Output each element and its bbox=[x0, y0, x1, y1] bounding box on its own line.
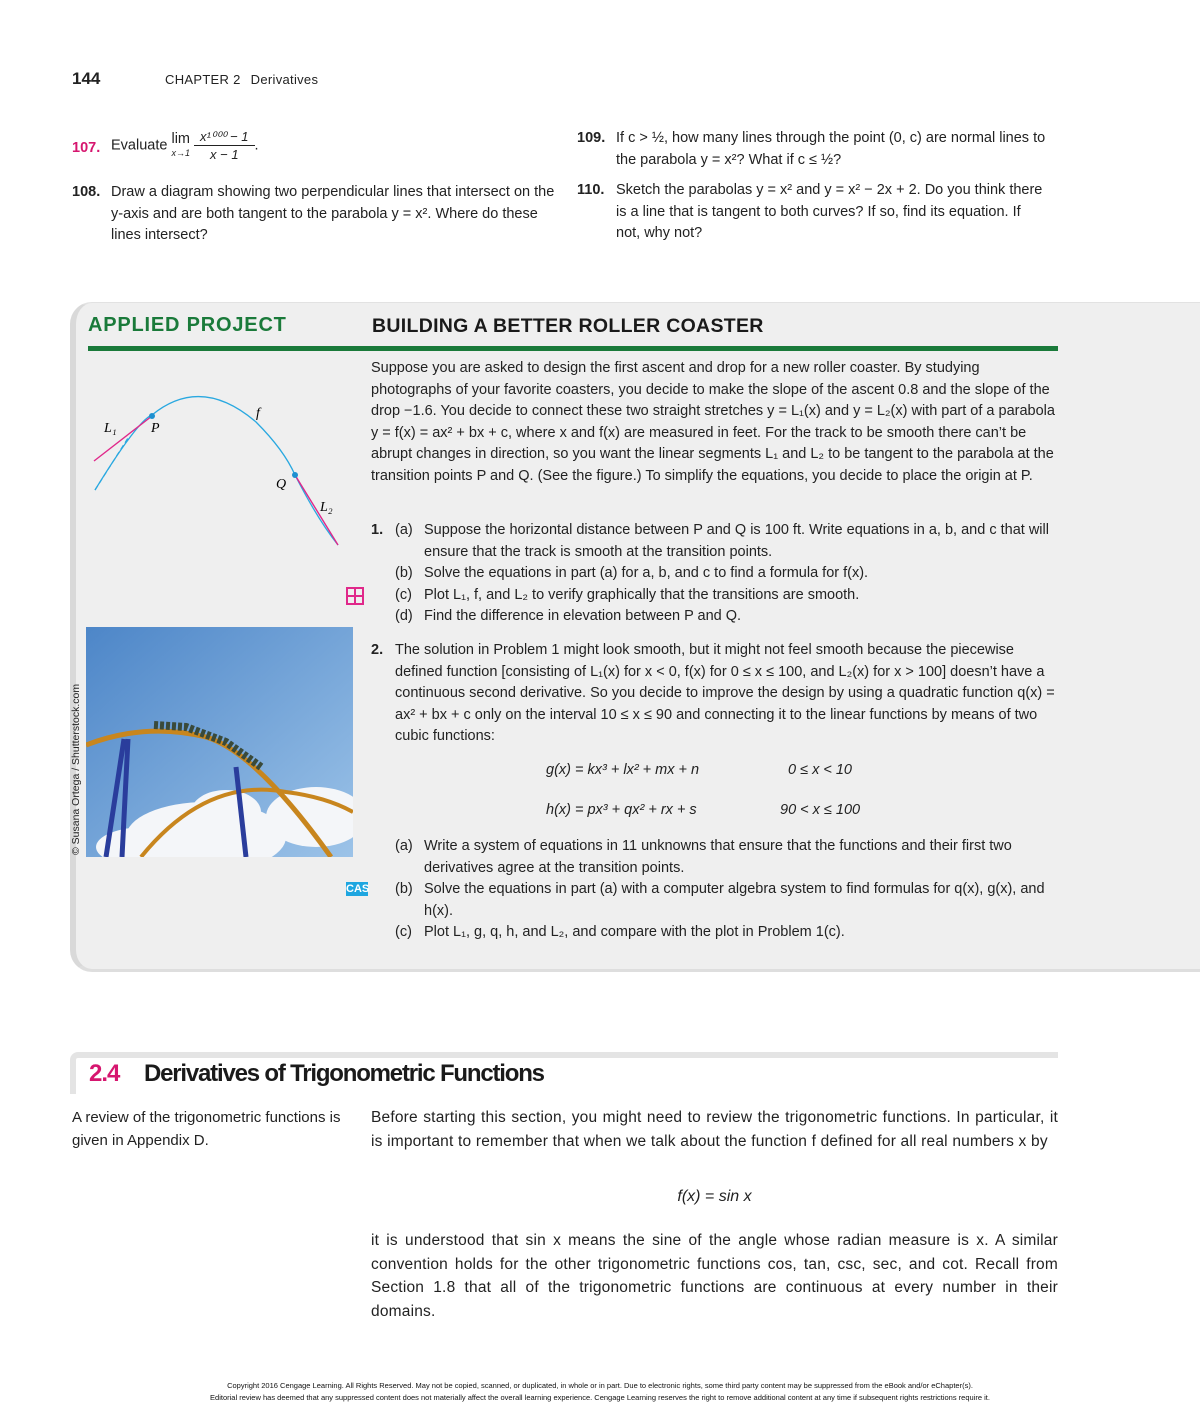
section-paragraph-1: Before starting this section, you might need to review the trigonometric functions. In particular, it is important to remember that when we talk about the function f defined for all real numbers x by bbox=[371, 1109, 1058, 1150]
project-title: BUILDING A BETTER ROLLER COASTER bbox=[372, 315, 764, 337]
limit-operator bbox=[171, 132, 190, 160]
exercise-number: 110. bbox=[577, 182, 605, 198]
exercise-number: 107. bbox=[72, 140, 101, 156]
point-P bbox=[149, 413, 155, 419]
part-text: Suppose the horizontal distance between P and Q is 100 ft. Write equations in a, b, and c that will ensure that the track is smooth at the transition points. bbox=[424, 522, 1049, 560]
project-rule bbox=[88, 346, 1058, 351]
part-text: Write a system of equations in 11 unknowns that ensure that the functions and their first two derivatives agree at the transition points. bbox=[424, 838, 1012, 876]
label-L2: L₂ bbox=[320, 500, 333, 515]
problem-part bbox=[371, 520, 1061, 563]
problem-1 bbox=[371, 520, 1061, 628]
page-number: 144 bbox=[72, 69, 101, 88]
exercise-109 bbox=[577, 128, 1047, 171]
exercise-text: If c > ½, how many lines through the point (0, c) are normal lines to the parabola y = x²? What if c ≤ ½? bbox=[616, 130, 1046, 168]
problem-part bbox=[371, 836, 1061, 879]
label-Q: Q bbox=[276, 477, 287, 492]
copyright-line-2: Editorial review has deemed that any suppressed content does not materially affect the overall learning experience. Cengage Learning reserves the right to remove additional content at any time if subsequent rights restrictions require it. bbox=[210, 1393, 990, 1402]
project-intro: Suppose you are asked to design the first ascent and drop for a new roller coaster. By studying photographs of your favorite coasters, you decide to make the slope of the ascent 0.8 and the slope of the drop −1.6. You decide to connect these two straight stretches y = L₁(x) and y = L₂(x) with part of a parabola y = f(x) = ax² + bx + c, where x and f(x) are measured in feet. For the track to be smooth there can’t be abrupt changes in direction, so you want the linear segments L₁ and L₂ to be tangent to the parabola at the transition points P and Q. (See the figure.) To simplify the equations, you decide to place the origin at P. bbox=[371, 360, 1055, 484]
part-label: (b) bbox=[395, 881, 413, 898]
part-label: (c) bbox=[395, 924, 412, 941]
photo-credit: © Susana Ortega / Shutterstock.com bbox=[70, 683, 82, 855]
problem-part bbox=[371, 585, 1061, 607]
equation-expr: h(x) = px³ + qx² + rx + s bbox=[546, 802, 697, 818]
part-text: Plot L₁, g, q, h, and L₂, and compare with the plot in Problem 1(c). bbox=[424, 924, 845, 941]
copyright-line-1: Copyright 2016 Cengage Learning. All Rights Reserved. May not be copied, scanned, or duplicated, in whole or in part. Due to electronic rights, some third party content may be suppressed from the eBook and/or eChapter(s). bbox=[227, 1381, 973, 1390]
part-label: (a) bbox=[395, 838, 413, 854]
equation-expr: g(x) = kx³ + lx² + mx + n bbox=[546, 762, 700, 778]
problem-2 bbox=[371, 640, 1061, 748]
part-text: Solve the equations in part (a) for a, b, and c to find a formula for f(x). bbox=[424, 565, 869, 582]
fraction bbox=[194, 128, 255, 163]
cas-icon: CAS bbox=[346, 883, 370, 895]
problem-part bbox=[371, 879, 1061, 922]
applied-project-label: APPLIED PROJECT bbox=[88, 314, 287, 336]
equation-domain: 0 ≤ x < 10 bbox=[788, 762, 852, 778]
roller-coaster-photo bbox=[86, 627, 353, 857]
exercise-110 bbox=[577, 180, 1047, 245]
part-text: Plot L₁, f, and L₂ to verify graphically that the transitions are smooth. bbox=[424, 586, 860, 603]
denominator: x − 1 bbox=[210, 147, 239, 162]
exercise-text: Draw a diagram showing two perpendicular lines that intersect on the y-axis and are both tangent to the parabola y = x². Where do these lines intersect? bbox=[111, 184, 555, 243]
formula bbox=[371, 1188, 1058, 1206]
point-Q bbox=[292, 472, 298, 478]
margin-note: A review of the trigonometric functions is given in Appendix D. bbox=[72, 1109, 341, 1149]
part-label: (b) bbox=[395, 565, 413, 582]
lim-label: lim bbox=[171, 130, 190, 147]
exercise-number: 109. bbox=[577, 130, 606, 146]
parabola-figure bbox=[88, 380, 348, 550]
chapter-label: CHAPTER 2 bbox=[165, 72, 241, 87]
part-text: Solve the equations in part (a) with a computer algebra system to find formulas for q(x), g(x), and h(x). bbox=[424, 881, 1045, 919]
chapter-title: Derivatives bbox=[250, 72, 319, 87]
label-P: P bbox=[151, 421, 160, 436]
exercise-107: 107. Evaluate lim x→1 $\frac{\text{x¹⁰⁰⁰ − 1}}{x - 1}$ . bbox=[72, 129, 259, 162]
formula-text: f(x) = sin x bbox=[677, 1188, 752, 1205]
equation-h bbox=[546, 802, 861, 818]
exercise-number: 108. bbox=[72, 184, 101, 200]
problem-part bbox=[371, 606, 1061, 628]
exercise-text: Evaluate bbox=[111, 137, 168, 154]
problem-part bbox=[371, 922, 1061, 944]
section-title: Derivatives of Trigonometric Functions bbox=[144, 1060, 544, 1087]
exercise-text: Sketch the parabolas y = x² and y = x² − 2x + 2. Do you think there is a line that is tangent to both curves? If so, find its equation. If not, why not? bbox=[616, 182, 1043, 241]
tangent-line-L1 bbox=[94, 416, 152, 461]
equation-domain: 90 < x ≤ 100 bbox=[780, 802, 861, 818]
problem-text: The solution in Problem 1 might look smooth, but it might not feel smooth because the piecewise defined function [consisting of L₁(x) for x < 0, f(x) for 0 ≤ x ≤ 100, and L₂(x) for x > 100] doesn’t have a continuous second derivative. So you decide to improve the design by using a quadratic function q(x) = ax² + bx + c only on the interval 10 ≤ x ≤ 90 and connecting it to the linear functions by means of two cubic functions: bbox=[395, 642, 1055, 745]
label-f: f bbox=[256, 406, 260, 421]
equation-g bbox=[546, 762, 852, 778]
graphing-calculator-icon bbox=[346, 587, 364, 605]
label-L1: L₁ bbox=[104, 421, 117, 436]
part-label: (c) bbox=[395, 586, 412, 603]
lim-subscript: x→1 bbox=[171, 147, 190, 158]
running-header bbox=[165, 72, 318, 87]
section-paragraph-2: it is understood that sin x means the sine of the angle whose radian measure is x. A similar convention holds for the other trigonometric functions cos, tan, csc, sec, and cot. Recall from Section 1.8 that all of the trigonometric functions are continuous at every number in their domains. bbox=[371, 1232, 1058, 1320]
numerator: x¹⁰⁰⁰ − 1 bbox=[194, 128, 255, 146]
part-text: Find the difference in elevation between P and Q. bbox=[424, 608, 742, 625]
parabola-curve bbox=[95, 397, 338, 545]
problem-2-parts bbox=[371, 836, 1061, 944]
problem-part bbox=[371, 563, 1061, 585]
part-label: (a) bbox=[395, 522, 413, 538]
problem-number: 2. bbox=[371, 642, 384, 658]
part-label: (d) bbox=[395, 608, 413, 625]
problem-number: 1. bbox=[371, 522, 384, 538]
exercise-108 bbox=[72, 182, 557, 247]
section-number: 2.4 bbox=[89, 1060, 120, 1087]
